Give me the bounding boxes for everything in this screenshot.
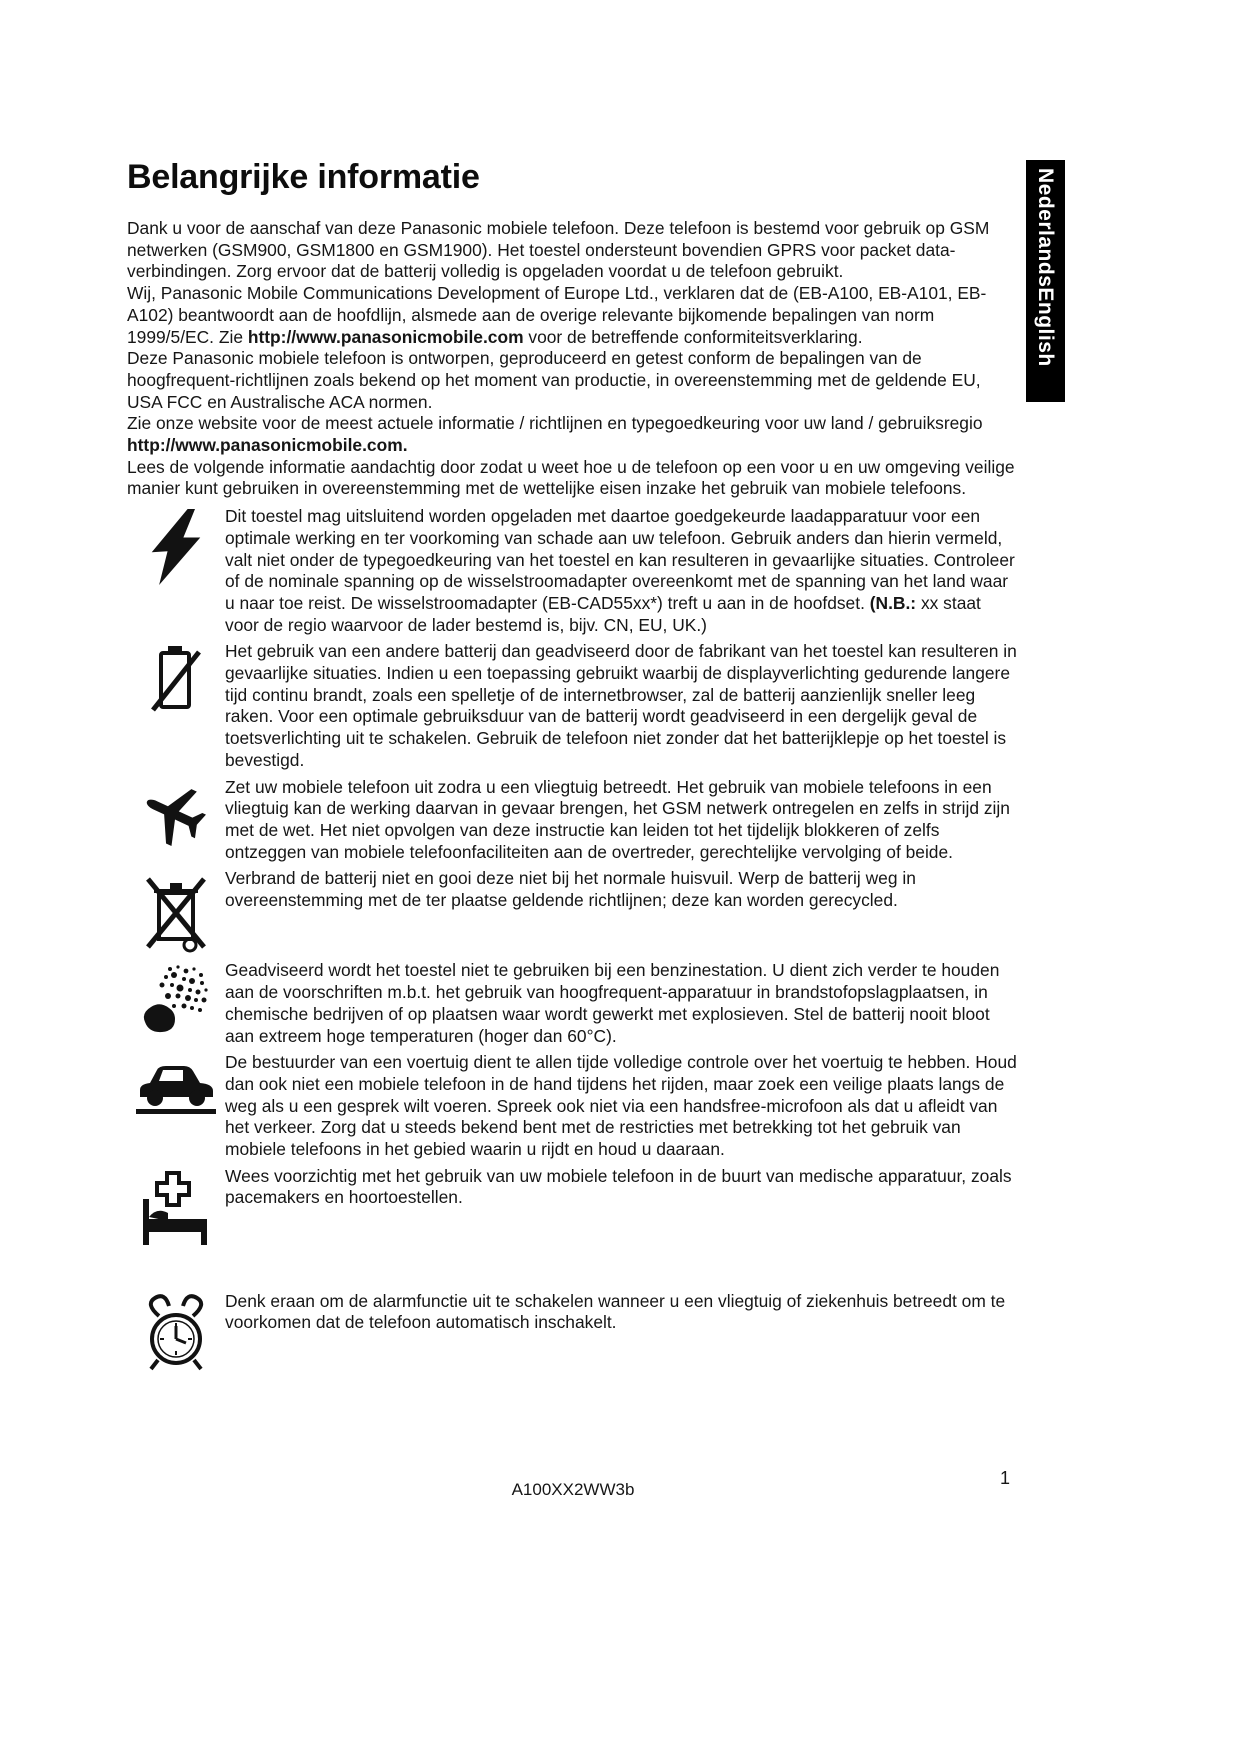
warning-row — [127, 1291, 1019, 1376]
warning-row — [127, 1052, 1019, 1161]
lightning-icon — [127, 506, 225, 585]
intro-paragraph — [127, 348, 1019, 413]
warning-row — [127, 777, 1019, 864]
text-segment: Het gebruik van een andere batterij dan geadviseerd door de fabrikant van het toestel kan resulteren in gevaarlijke situaties. Indien u een toepassing gebruikt waarbij de displayverlichting gedurende langere tijd continu brandt, zoals een spelletje of de internetbrowser, zal de batterij aanzienlijk sneller leeg raken. Voor een optimale gebruiksduur van de batterij wordt geadviseerd in een dergelijk geval de toetsverlichting uit te schakelen. Gebruik de telefoon niet zonder dat het batterijklepje op het toestel is bevestigd. — [225, 641, 1017, 770]
text-segment: De bestuurder van een voertuig dient te allen tijde volledige controle over het voertuig te hebben. Houd dan ook niet een mobiele telefoon in de hand tijdens het rijden, maar zoek een veilige plaats langs de weg als u een gesprek wilt voeren. Spreek ook niet via een handsfree-microfoon als dat u afleidt van het verkeer. Zorg dat u steeds bekend bent met de restricties met betrekking tot het gebruik van mobiele telefoons in het gebied waarin u rijdt en houd u daaraan. — [225, 1052, 1017, 1160]
footer-document-code: A100XX2WW3b — [511, 1480, 635, 1499]
text-segment: Deze Panasonic mobiele telefoon is ontworpen, geproduceerd en getest conform de bepalingen van de hoogfrequent-richtlijnen zoals bekend op het moment van productie, in overeenstemming met de geldende EU, USA FCC en Australische ACA normen. — [127, 348, 981, 412]
warning-text — [225, 868, 1019, 911]
no-trash-disposal-icon — [127, 868, 225, 955]
text-segment: Wees voorzichtig met het gebruik van uw mobiele telefoon in de buurt van medische apparatuur, zoals pacemakers en hoortoestellen. — [225, 1165, 1012, 1208]
text-segment: Denk eraan om de alarmfunctie uit te schakelen wanneer u een vliegtuig of ziekenhuis betreedt om te voorkomen dat de telefoon automatisch inschakelt. — [225, 1290, 1006, 1333]
intro-paragraph — [127, 218, 1019, 283]
language-tab — [1026, 160, 1065, 402]
warning-text — [225, 1291, 1019, 1334]
intro-paragraph — [127, 283, 1019, 348]
explosion-icon — [127, 960, 225, 1035]
alarm-clock-icon — [127, 1291, 225, 1376]
intro-paragraph — [127, 457, 1019, 500]
warning-row — [127, 868, 1019, 955]
bold-text-segment: http://www.panasonicmobile.com — [247, 326, 524, 347]
airplane-icon — [127, 777, 225, 850]
page-number: 1 — [1000, 1468, 1011, 1488]
page-title: Belangrijke informatie — [127, 158, 480, 196]
language-tab-nederlands: Nederlands — [1034, 168, 1057, 288]
bold-text-segment: http://www.panasonicmobile.com. — [127, 435, 408, 456]
car-icon — [127, 1052, 225, 1115]
text-segment: Geadviseerd wordt het toestel niet te gebruiken bij een benzinestation. U dient zich verder te houden aan de voorschriften m.b.t. het gebruik van hoogfrequent-apparatuur in brandstofopslagplaatsen, in chemische bedrijven of op plaatsen waar wordt gewerkt met explosieven. Stel de batterij nooit bloot aan extreem hoge temperaturen (hoger dan 60°C). — [225, 960, 1000, 1046]
warning-text — [225, 641, 1019, 771]
warning-text — [225, 777, 1019, 864]
text-segment: Dit toestel mag uitsluitend worden opgeladen met daartoe goedgekeurde laadapparatuur voor een optimale werking en ter voorkoming van schade aan uw telefoon. Gebruik anders dan hierin vermeld, valt niet onder de typegoedkeuring van het toestel en kan resulteren in gevaarlijke situaties. Controleer of de nominale spanning op de wisselstroomadapter overeenkomt met de spanning van het land waar u naar toe reist. De wisselstroomadapter (EB-CAD55xx*) treft u aan in de hoofdset. — [225, 506, 1015, 613]
text-segment: Wij, Panasonic Mobile Communications Development of Europe Ltd., verklaren dat de (EB-A100, EB-A101, EB-A102) beantwoordt aan de hoofdlijn, alsmede aan de overige relevante bijkomende bepalingen van norm 1999/5/EC. Zie — [127, 283, 987, 347]
text-segment: Zie onze website voor de meest actuele informatie / richtlijnen en typegoedkeuring voor uw land / gebruiksregio — [127, 413, 983, 434]
text-segment: Dank u voor de aanschaf van deze Panasonic mobiele telefoon. Deze telefoon is bestemd voor gebruik op GSM netwerken (GSM900, GSM1800 en GSM1900). Het toestel ondersteunt bovendien GPRS voor packet data-verbindingen. Zorg ervoor dat de batterij volledig is opgeladen voordat u de telefoon gebruikt. — [127, 218, 990, 282]
text-segment: Lees de volgende informatie aandachtig door zodat u weet hoe u de telefoon op een voor u en uw omgeving veilige manier kunt gebruiken in overeenstemming met de wettelijke eisen inzake het gebruik van mobiele telefoons. — [127, 456, 1015, 499]
medical-equipment-icon — [127, 1166, 225, 1247]
page-content — [127, 158, 1019, 1381]
text-segment: Zet uw mobiele telefoon uit zodra u een vliegtuig betreedt. Het gebruik van mobiele telefoons in een vliegtuig kan de werking daarvan in gevaar brengen, het GSM netwerk ontregelen en zelfs in strijd zijn met de wet. Het niet opvolgen van deze instructie kan leiden tot het tijdelijk blokkeren of zelfs ontzeggen van mobiele telefoonfaciliteiten aan de overtreder, gerechtelijke vervolging of beide. — [225, 776, 1010, 862]
text-segment: Verbrand de batterij niet en gooi deze niet bij het normale huisvuil. Werp de batterij weg in overeenstemming met de ter plaatse geldende richtlijnen; deze kan worden gerecycled. — [225, 868, 916, 911]
warning-row — [127, 960, 1019, 1047]
intro-section — [127, 218, 1019, 500]
warnings-section — [127, 506, 1019, 1376]
warning-text — [225, 506, 1019, 636]
warning-text — [225, 960, 1019, 1047]
text-segment: xx staat voor de regio waarvoor de lader bestemd is, bijv. CN, EU, UK.) — [225, 592, 981, 635]
bold-text-segment: (N.B.: — [869, 592, 917, 613]
intro-paragraph — [127, 413, 1019, 456]
battery-icon — [127, 641, 225, 712]
warning-row — [127, 1166, 1019, 1247]
language-tab-english: English — [1034, 287, 1057, 367]
text-segment: voor de betreffende conformiteitsverklaring. — [523, 326, 863, 347]
warning-text — [225, 1052, 1019, 1161]
warning-row — [127, 641, 1019, 771]
warning-text — [225, 1166, 1019, 1209]
warning-row — [127, 506, 1019, 636]
